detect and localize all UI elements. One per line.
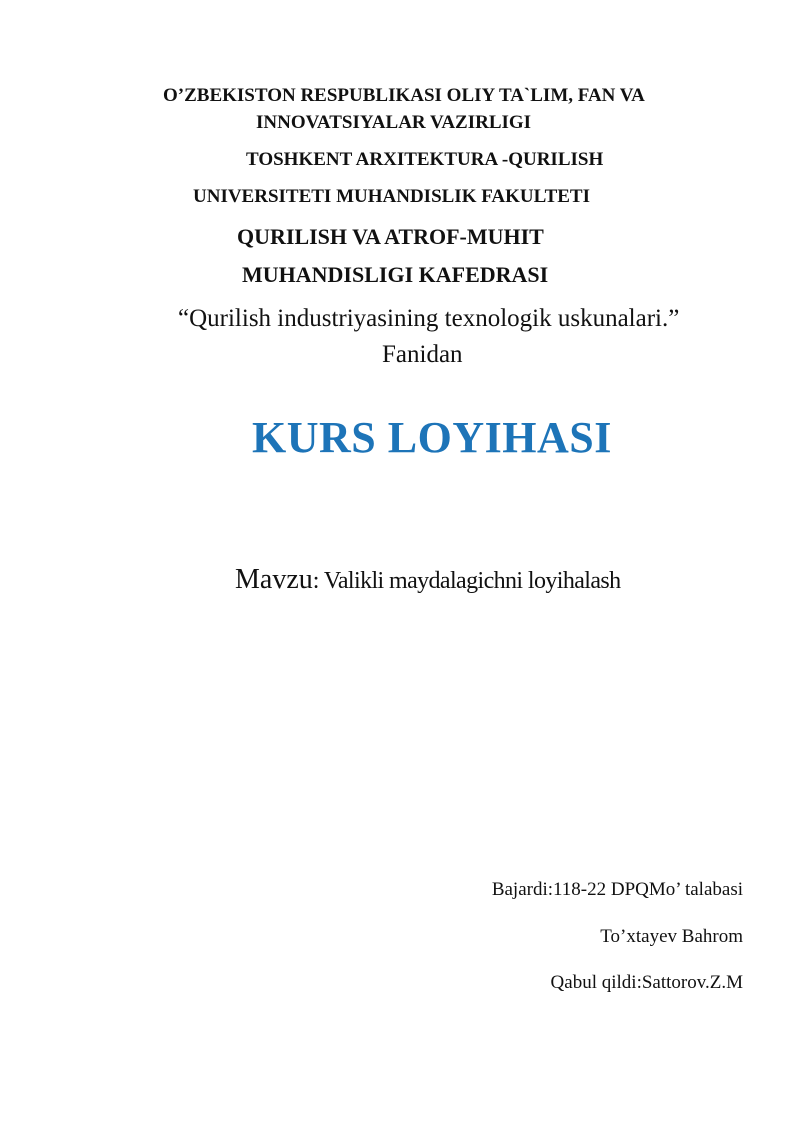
student-name: To’xtayev Bahrom xyxy=(600,926,743,947)
ministry-name-line-1: O’ZBEKISTON RESPUBLIKASI OLIY TA`LIM, FAN VA xyxy=(163,85,645,106)
accepted-by: Qabul qildi:Sattorov.Z.M xyxy=(550,972,743,993)
subject-name: “Qurilish industriyasining texnologik uskunalari.” xyxy=(178,305,680,332)
performed-by: Bajardi:118-22 DPQMo’ talabasi xyxy=(491,879,743,900)
topic-line xyxy=(235,566,621,594)
document-title: KURS LOYIHASI xyxy=(252,413,612,462)
ministry-name-line-2: INNOVATSIYALAR VAZIRLIGI xyxy=(256,112,532,133)
department-name-line-2: MUHANDISLIGI KAFEDRASI xyxy=(242,262,549,287)
university-name-line-2: UNIVERSITETI MUHANDISLIK FAKULTETI xyxy=(193,186,590,207)
topic-separator: : xyxy=(312,568,324,594)
topic-value: Valikli maydalagichni loyihalash xyxy=(323,568,621,594)
topic-label: Mavzu xyxy=(235,564,313,595)
department-name-line-1: QURILISH VA ATROF-MUHIT xyxy=(237,224,544,249)
university-name-line-1: TOSHKENT ARXITEKTURA -QURILISH xyxy=(246,149,604,170)
subject-suffix: Fanidan xyxy=(382,341,463,368)
